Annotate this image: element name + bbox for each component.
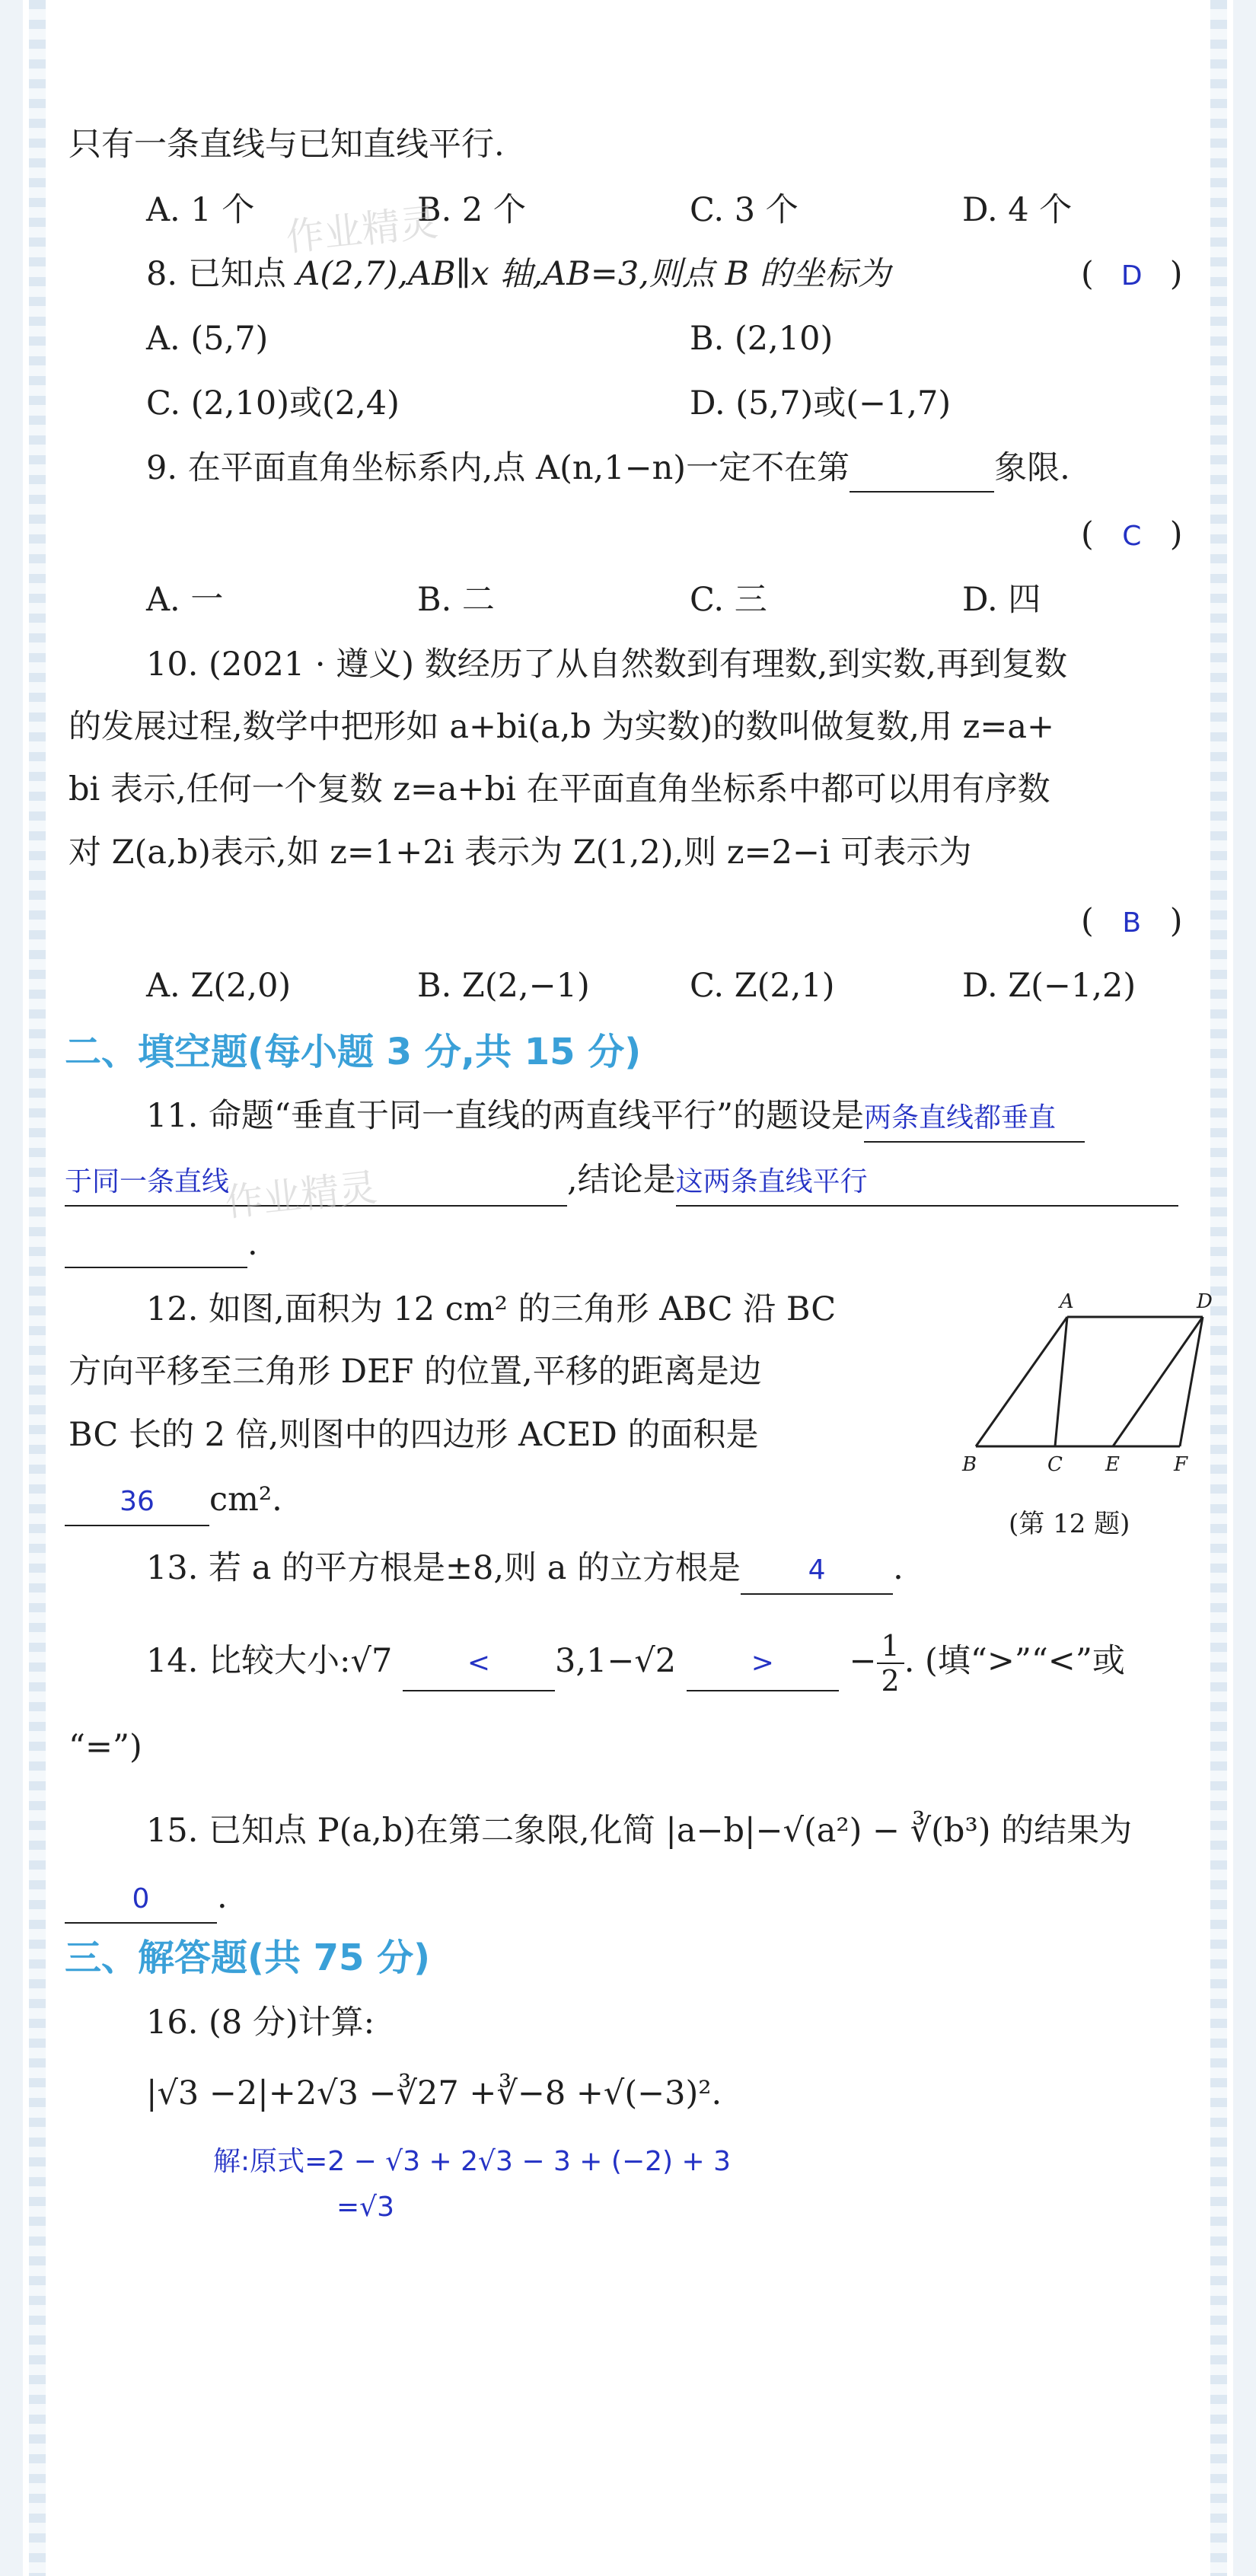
watermark-2: 作业精灵 — [222, 1165, 379, 1226]
q15-stem: 15. 已知点 P(a,b)在第二象限,化简 |a−b|−√(a²) − ∛(b³) 的结果为 — [146, 1812, 1133, 1850]
q10-answer: B — [1122, 907, 1142, 939]
q12-line-3: BC 长的 2 倍,则图中的四边形 ACED 的面积是 — [69, 1416, 759, 1454]
q8-number: 8. — [146, 255, 178, 293]
q13-end: . — [893, 1549, 904, 1587]
segment-de — [1113, 1317, 1203, 1446]
q14-minus: − — [849, 1642, 877, 1680]
q7-option-b: B. 2 个 — [417, 191, 526, 229]
intro-line: 只有一条直线与已知直线平行. — [69, 126, 505, 164]
q11-answer-part2: 于同一条直线 — [65, 1159, 567, 1207]
q13-answer: 4 — [741, 1548, 893, 1595]
q7-option-c: C. 3 个 — [690, 191, 799, 229]
q12-figure-caption: (第 12 题) — [1009, 1509, 1130, 1539]
q9-option-c: C. 三 — [690, 581, 767, 619]
q10-answer-bracket: ( B ) — [1081, 898, 1183, 946]
q14-fraction-numerator: 1 — [877, 1629, 904, 1664]
q11-end: . — [247, 1225, 258, 1263]
label-c: C — [1047, 1453, 1063, 1476]
q8-option-a: A. (5,7) — [146, 320, 269, 358]
q9-stem — [146, 445, 1070, 493]
q11-stem — [146, 1093, 1085, 1143]
q10-option-c: C. Z(2,1) — [690, 967, 835, 1005]
q8-option-b: B. (2,10) — [690, 320, 834, 358]
q13-stem — [146, 1545, 904, 1595]
q15-line-2 — [65, 1874, 228, 1924]
q14-answer-1: < — [403, 1637, 555, 1691]
q7-option-a: A. 1 个 — [146, 191, 255, 229]
q12-line-1: 12. 如图,面积为 12 cm² 的三角形 ABC 沿 BC — [146, 1290, 837, 1328]
q14-fraction — [877, 1629, 904, 1698]
q8-text-b: A(2,7),AB∥x 轴,AB=3,则点 B 的坐标为 — [296, 255, 891, 293]
segment-df — [1180, 1317, 1203, 1446]
q9-text: 9. 在平面直角坐标系内,点 A(n,1−n)一定不在第 — [146, 449, 850, 487]
label-d: D — [1197, 1290, 1213, 1313]
q10-line-3: bi 表示,任何一个复数 z=a+bi 在平面直角坐标系中都可以用有序数 — [69, 770, 1050, 808]
section-3-title: 三、解答题(共 75 分) — [65, 1937, 431, 1979]
q16-title: 16. (8 分)计算: — [146, 2004, 375, 2042]
segment-ba — [976, 1317, 1067, 1446]
q11-answer-part1: 两条直线都垂直 — [864, 1095, 1085, 1143]
label-a: A — [1060, 1290, 1074, 1313]
q8-stem — [146, 251, 891, 297]
watermark: 作业精灵 — [283, 199, 440, 260]
q11-line-3 — [65, 1221, 258, 1268]
q9-blank — [850, 445, 994, 493]
q12-line-2: 方向平移至三角形 DEF 的位置,平移的距离是边 — [69, 1353, 762, 1391]
q8-option-d: D. (5,7)或(−1,7) — [690, 384, 952, 422]
q14-stem — [146, 1629, 1125, 1698]
q11-blank-continuation — [65, 1221, 247, 1268]
q7-option-d: D. 4 个 — [962, 191, 1073, 229]
segment-ac — [1055, 1317, 1067, 1446]
q10-line-1: 10. (2021 · 遵义) 数经历了从自然数到有理数,到实数,再到复数 — [146, 646, 1068, 684]
q10-line-4: 对 Z(a,b)表示,如 z=1+2i 表示为 Z(1,2),则 z=2−i 可表示为 — [69, 834, 972, 872]
q15-answer: 0 — [65, 1876, 217, 1924]
q9-option-b: B. 二 — [417, 581, 495, 619]
q10-option-b: B. Z(2,−1) — [417, 967, 590, 1005]
q9-answer-bracket: ( C ) — [1081, 512, 1183, 560]
q14-line-2: “=”) — [69, 1728, 142, 1766]
q12-answer: 36 — [65, 1479, 209, 1526]
q11-conclusion-answer: 这两条直线平行 — [676, 1159, 1178, 1207]
q10-option-d: D. Z(−1,2) — [962, 967, 1136, 1005]
q15-end: . — [217, 1878, 228, 1916]
q9-answer: C — [1122, 521, 1142, 552]
decorative-border-right — [1210, 0, 1227, 2576]
q13-text: 13. 若 a 的平方根是±8,则 a 的立方根是 — [146, 1549, 741, 1587]
label-f: F — [1174, 1453, 1188, 1476]
q14-fraction-denominator: 2 — [881, 1664, 900, 1698]
q8-option-c: C. (2,10)或(2,4) — [146, 384, 400, 422]
label-b: B — [962, 1453, 977, 1476]
q12-unit: cm². — [209, 1481, 282, 1519]
q16-solution-line-2: =√3 — [336, 2192, 395, 2223]
section-2-title: 二、填空题(每小题 3 分,共 15 分) — [65, 1031, 642, 1073]
q14-text: 14. 比较大小:√7 — [146, 1642, 393, 1680]
q8-text-a: 已知点 — [187, 255, 286, 293]
q16-solution-line-1: 解:原式=2 − √3 + 2√3 − 3 + (−2) + 3 — [213, 2146, 732, 2177]
q9-suffix: 象限. — [994, 449, 1070, 487]
decorative-border-left — [29, 0, 46, 2576]
q14-tail: . (填“>”“<”或 — [904, 1642, 1125, 1680]
q10-option-a: A. Z(2,0) — [146, 967, 292, 1005]
q11-conclusion-label: ,结论是 — [567, 1161, 676, 1199]
q14-answer-2: > — [687, 1637, 839, 1691]
label-e: E — [1105, 1453, 1120, 1476]
q9-option-a: A. 一 — [146, 581, 224, 619]
q16-expression: |√3 −2|+2√3 −∛27 +∛−8 +√(−3)². — [146, 2074, 722, 2112]
q12-figure — [952, 1286, 1213, 1484]
page — [23, 0, 1233, 2576]
q12-line-4 — [65, 1477, 282, 1526]
q9-option-d: D. 四 — [962, 581, 1041, 619]
q8-answer-bracket: ( D ) — [1081, 251, 1183, 299]
q11-text: 11. 命题“垂直于同一直线的两直线平行”的题设是 — [146, 1097, 865, 1135]
q8-answer: D — [1121, 260, 1143, 292]
q14-mid: 3,1−√2 — [554, 1642, 677, 1680]
q10-line-2: 的发展过程,数学中把形如 a+bi(a,b 为实数)的数叫做复数,用 z=a+ — [69, 708, 1055, 746]
